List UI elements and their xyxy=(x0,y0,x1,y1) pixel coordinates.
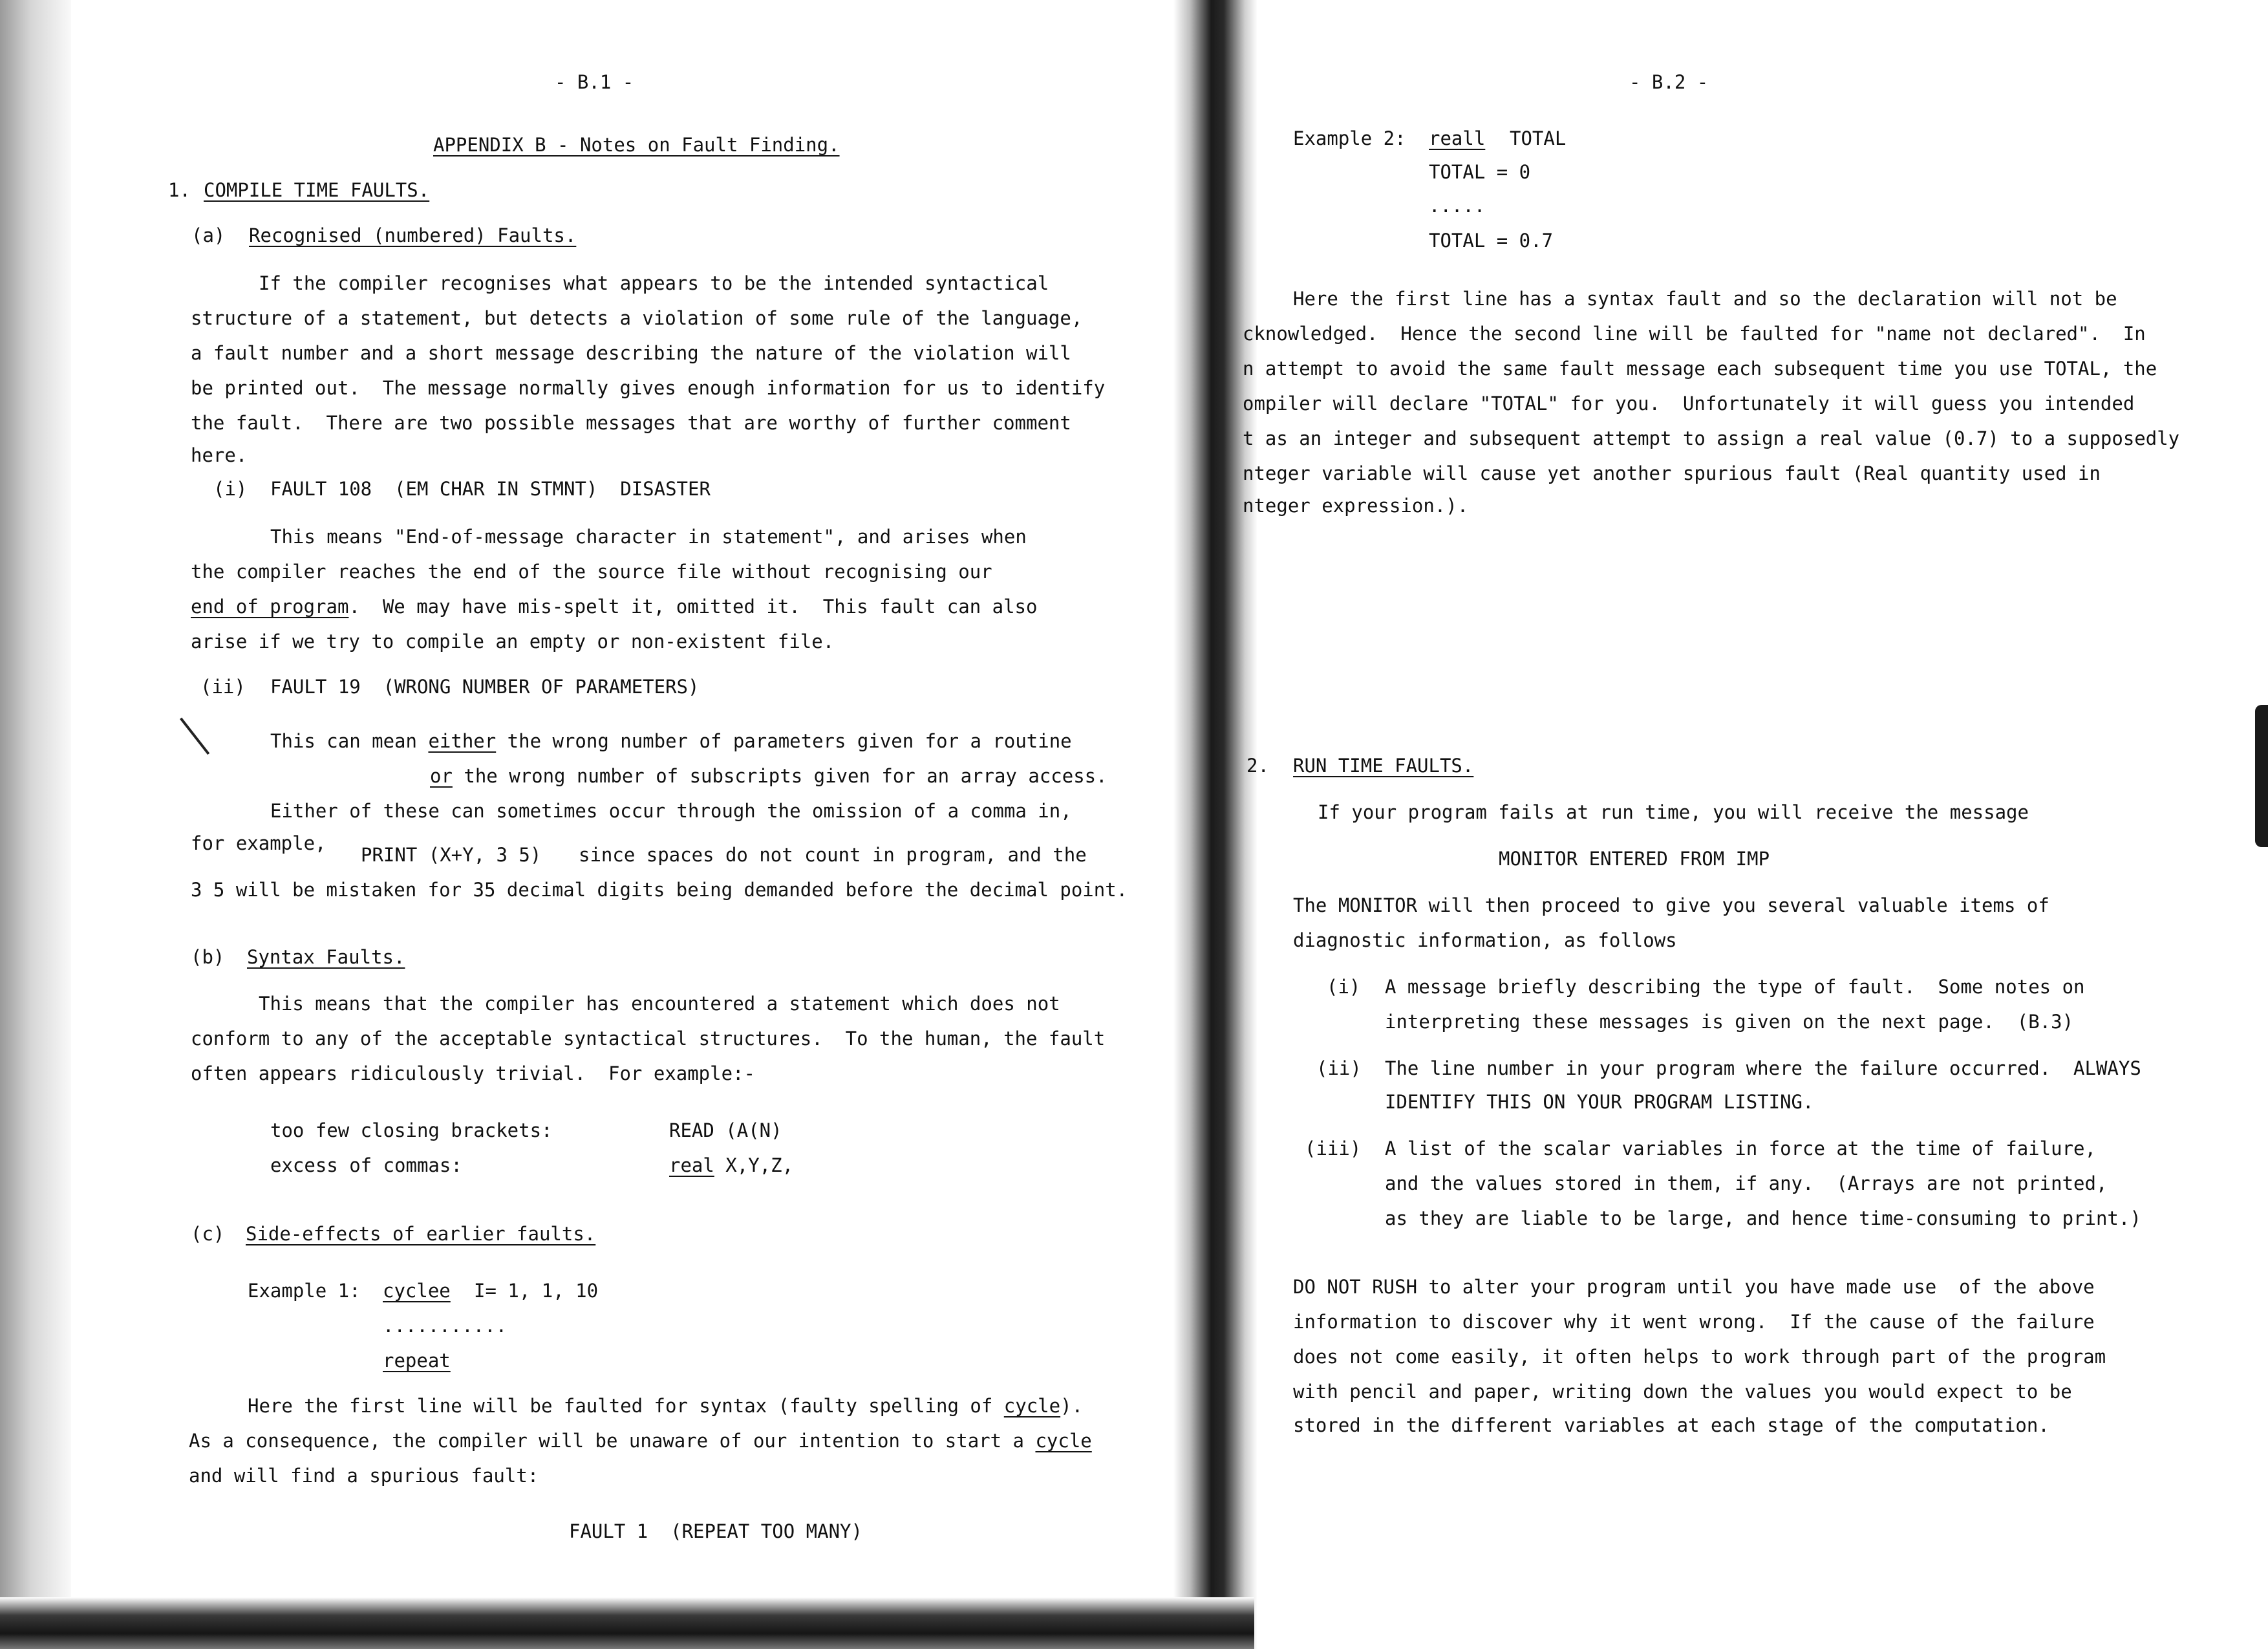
list-item-text: IDENTIFY THIS ON YOUR PROGRAM LISTING. xyxy=(1385,1091,1814,1113)
paragraph-line: This means "End-of-message character in statement", and arises when xyxy=(270,526,1027,548)
example-code: TOTAL xyxy=(1510,127,1567,149)
text-run: the wrong number of parameters given for a routine xyxy=(496,730,1072,752)
paragraph-line: the compiler reaches the end of the source file without recognising our xyxy=(191,561,992,583)
paragraph-line xyxy=(430,767,1107,786)
paragraph-line: arise if we try to compile an empty or non-existent file. xyxy=(191,630,835,652)
monitor-message: MONITOR ENTERED FROM IMP xyxy=(1499,848,1770,870)
code-snippet: PRINT (X+Y, 3 5) xyxy=(361,844,542,866)
paragraph-line xyxy=(248,1397,1083,1416)
text-run: X,Y,Z, xyxy=(714,1154,794,1176)
example-description: excess of commas: xyxy=(270,1154,462,1176)
subsection-label: (a) xyxy=(191,224,226,246)
paragraph-line xyxy=(191,598,1037,616)
paragraph-line: nteger variable will cause yet another spurious fault (Real quantity used in xyxy=(1243,462,2101,484)
example-dots: ........... xyxy=(383,1315,508,1337)
paragraph-line: ompiler will declare "TOTAL" for you. Unfortunately it will guess you intended xyxy=(1243,393,2135,415)
example-code: TOTAL = 0 xyxy=(1429,161,1531,183)
subsection-label: (b) xyxy=(191,946,225,968)
paragraph-line: If the compiler recognises what appears to be the intended syntactical xyxy=(259,272,1049,294)
underlined-keyword: repeat xyxy=(383,1350,451,1372)
paragraph-line: t as an integer and subsequent attempt to assign a real value (0.7) to a supposedly xyxy=(1243,427,2180,449)
paragraph-line: This means that the compiler has encountered a statement which does not xyxy=(259,993,1060,1015)
paragraph-line: structure of a statement, but detects a violation of some rule of the language, xyxy=(191,307,1083,329)
appendix-title: APPENDIX B - Notes on Fault Finding. xyxy=(433,134,840,156)
fault-message: FAULT 1 (REPEAT TOO MANY) xyxy=(569,1520,862,1542)
paragraph-line: for example, xyxy=(191,832,326,854)
section-number: 1. xyxy=(168,179,191,201)
list-item-label: (i) xyxy=(1327,976,1361,998)
binding-gutter xyxy=(1173,0,1257,1649)
section-heading: COMPILE TIME FAULTS. xyxy=(204,179,430,201)
example-code: TOTAL = 0.7 xyxy=(1429,230,1554,252)
example-code: READ (A(N) xyxy=(669,1119,782,1141)
scan-edge-shadow xyxy=(0,0,78,1649)
text-run: As a consequence, the compiler will be unaware of our intention to start a xyxy=(189,1430,1036,1452)
paragraph-line: 3 5 will be mistaken for 35 decimal digits being demanded before the decimal point. xyxy=(191,879,1128,901)
text-run: This can mean xyxy=(270,730,429,752)
paragraph-line: and will find a spurious fault: xyxy=(189,1465,539,1487)
fault-label: (ii) xyxy=(200,676,246,698)
paragraph-line: n attempt to avoid the same fault message each subsequent time you use TOTAL, the xyxy=(1243,358,2157,380)
paragraph-line: The MONITOR will then proceed to give you several valuable items of xyxy=(1293,894,2049,916)
underlined-keyword: cycle xyxy=(1003,1395,1061,1417)
list-item-text: as they are liable to be large, and hence time-consuming to print.) xyxy=(1385,1207,2141,1229)
example-code: I= 1, 1, 10 xyxy=(474,1280,599,1302)
example-label: Example 1: xyxy=(248,1280,361,1302)
subsection-label: (c) xyxy=(191,1223,225,1245)
subsection-heading: Recognised (numbered) Faults. xyxy=(249,224,577,246)
paragraph-line: Here the first line has a syntax fault and so the declaration will not be xyxy=(1293,288,2117,310)
paragraph-line: information to discover why it went wrong. If the cause of the failure xyxy=(1293,1311,2095,1333)
paragraph-line xyxy=(270,732,1072,751)
list-item-text: A message briefly describing the type of fault. Some notes on xyxy=(1385,976,2085,998)
paragraph-line: does not come easily, it often helps to work through part of the program xyxy=(1293,1346,2106,1368)
text-run: Here the first line will be faulted for syntax (faulty spelling of xyxy=(248,1395,1004,1417)
section-heading: RUN TIME FAULTS. xyxy=(1293,755,1474,777)
text-run: ). xyxy=(1060,1395,1084,1417)
subsection-heading: Syntax Faults. xyxy=(247,946,405,968)
paragraph-line: diagnostic information, as follows xyxy=(1293,929,1677,951)
paragraph-line: cknowledged. Hence the second line will be faulted for "name not declared". In xyxy=(1243,323,2146,345)
underlined-keyword: cyclee xyxy=(383,1280,451,1302)
fault-label: (i) xyxy=(213,478,248,500)
page-number: - B.2 - xyxy=(1629,71,1709,93)
subsection-heading: Side-effects of earlier faults. xyxy=(246,1223,596,1245)
paragraph-line: If your program fails at run time, you will receive the message xyxy=(1318,801,2029,823)
list-item-text: and the values stored in them, if any. (Arrays are not printed, xyxy=(1385,1172,2108,1194)
text-run: the wrong number of subscripts given for an array access. xyxy=(452,765,1107,787)
paragraph-line: with pencil and paper, writing down the values you would expect to be xyxy=(1293,1381,2072,1403)
underlined-keyword: real xyxy=(669,1154,714,1176)
paragraph-line: conform to any of the acceptable syntactical structures. To the human, the fault xyxy=(191,1028,1106,1050)
right-edge-mark xyxy=(2255,705,2268,847)
text-run: . We may have mis-spelt it, omitted it. This fault can also xyxy=(348,596,1038,618)
example-description: too few closing brackets: xyxy=(270,1119,553,1141)
list-item-text: interpreting these messages is given on the next page. (B.3) xyxy=(1385,1011,2074,1033)
paragraph-line: since spaces do not count in program, and the xyxy=(579,844,1087,866)
bottom-scan-shadow xyxy=(0,1597,1254,1649)
paragraph-line: nteger expression.). xyxy=(1243,495,1469,517)
paragraph-line: a fault number and a short message describing the nature of the violation will xyxy=(191,342,1071,364)
list-item-text: The line number in your program where the failure occurred. ALWAYS xyxy=(1385,1057,2141,1079)
underlined-keyword: either xyxy=(428,730,497,752)
example-code xyxy=(669,1156,793,1175)
example-dots: ..... xyxy=(1429,195,1486,217)
list-item-label: (iii) xyxy=(1305,1137,1362,1159)
section-number: 2. xyxy=(1246,755,1269,777)
paragraph-line: Either of these can sometimes occur through the omission of a comma in, xyxy=(270,800,1072,822)
paragraph-line xyxy=(189,1432,1092,1450)
paragraph-line: DO NOT RUSH to alter your program until you have made use of the above xyxy=(1293,1276,2095,1298)
paragraph-line: the fault. There are two possible messages that are worthy of further comment xyxy=(191,412,1071,434)
paragraph-line: stored in the different variables at each stage of the computation. xyxy=(1293,1414,2049,1436)
list-item-label: (ii) xyxy=(1316,1057,1362,1079)
underlined-keyword: end of program xyxy=(191,596,349,618)
underlined-keyword: or xyxy=(430,765,453,787)
underlined-keyword: cycle xyxy=(1035,1430,1092,1452)
underlined-keyword: reall xyxy=(1429,127,1486,149)
example-label: Example 2: xyxy=(1293,127,1406,149)
paragraph-line: here. xyxy=(191,444,248,466)
list-item-text: A list of the scalar variables in force at the time of failure, xyxy=(1385,1137,2096,1159)
fault-heading: FAULT 19 (WRONG NUMBER OF PARAMETERS) xyxy=(270,676,700,698)
fault-heading: FAULT 108 (EM CHAR IN STMNT) DISASTER xyxy=(270,478,711,500)
paragraph-line: be printed out. The message normally gives enough information for us to identify xyxy=(191,377,1106,399)
paragraph-line: often appears ridiculously trivial. For example:- xyxy=(191,1062,755,1084)
page-number: - B.1 - xyxy=(555,71,634,93)
